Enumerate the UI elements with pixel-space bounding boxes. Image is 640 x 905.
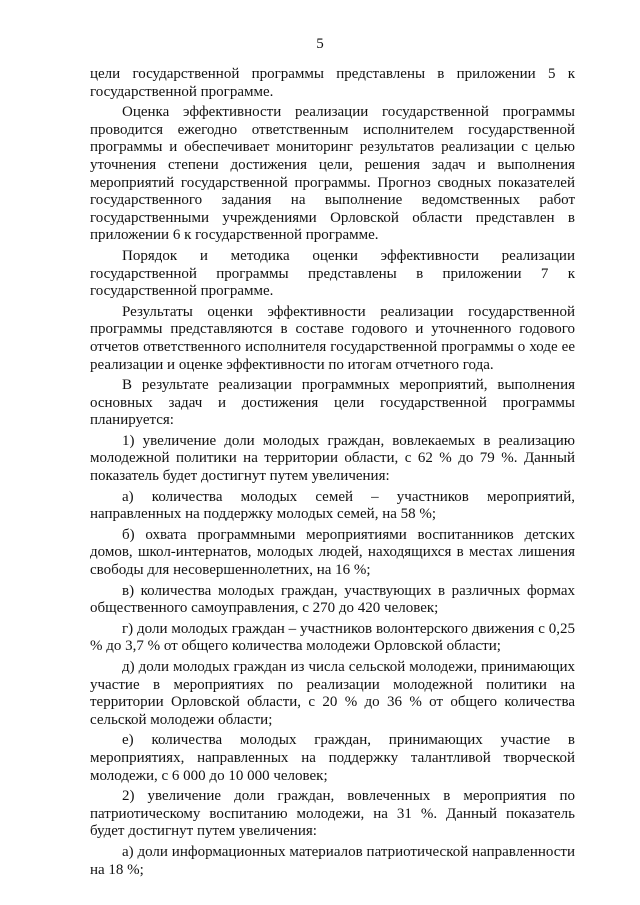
paragraph: Порядок и методика оценки эффективности реализации государственной программы представлены в приложении 7 к государственной программе. (90, 247, 575, 300)
list-item: е) количества молодых граждан, принимающих участие в мероприятиях, направленных на поддержку талантливой творческой молодежи, с 6 000 до 10 000 человек; (90, 732, 575, 784)
list-item: 2) увеличение доли граждан, вовлеченных в мероприятия по патриотическому воспитанию молодежи, на 31 %. Данный показатель будет достигнут путем увеличения: (90, 788, 575, 840)
paragraph: цели государственной программы представлены в приложении 5 к государственной программе. (90, 66, 575, 100)
page-number: 5 (316, 36, 324, 52)
list-item: а) доли информационных материалов патриотической направленности на 18 %; (90, 843, 575, 878)
list-item: в) количества молодых граждан, участвующих в различных формах общественного самоуправления, с 270 до 420 человек; (90, 582, 575, 617)
list-item: б) охвата программными мероприятиями воспитанников детских домов, школ-интернатов, молодых людей, находящихся в местах лишения свободы для несовершеннолетних, на 16 %; (90, 526, 575, 579)
paragraph: Результаты оценки эффективности реализации государственной программы представляются в составе годового и уточненного годового отчетов ответственного исполнителя государственной программы о ходе ее реализации и оценке эффективности по итогам отчетного года. (90, 303, 575, 373)
list-item: г) доли молодых граждан – участников волонтерского движения с 0,25 % до 3,7 % от общего количества молодежи Орловской области; (90, 620, 575, 655)
list-item: 1) увеличение доли молодых граждан, вовлекаемых в реализацию молодежной политики на территории области, с 62 % до 79 %. Данный показатель будет достигнут путем увеличения: (90, 432, 575, 485)
document-body (90, 66, 575, 879)
list-item: а) количества молодых семей – участников мероприятий, направленных на поддержку молодых семей, на 58 %; (90, 488, 575, 523)
list-item: д) доли молодых граждан из числа сельской молодежи, принимающих участие в мероприятиях по реализации молодежной политики на территории Орловской области, с 20 % до 36 % от общего количества сельской молодежи области; (90, 659, 575, 728)
paragraph: Оценка эффективности реализации государственной программы проводится ежегодно ответственным исполнителем государственной программы и обеспечивает мониторинг результатов реализации с целью уточнения степени достижения цели, решения задач и выполнения мероприятий государственной программы. Прогноз сводных показателей государственного задания на выполнение ведомственных работ государственными учреждениями Орловской области представлен в приложении 6 к государственной программе. (90, 104, 575, 244)
paragraph: В результате реализации программных мероприятий, выполнения основных задач и достижения цели государственной программы планируется: (90, 377, 575, 429)
